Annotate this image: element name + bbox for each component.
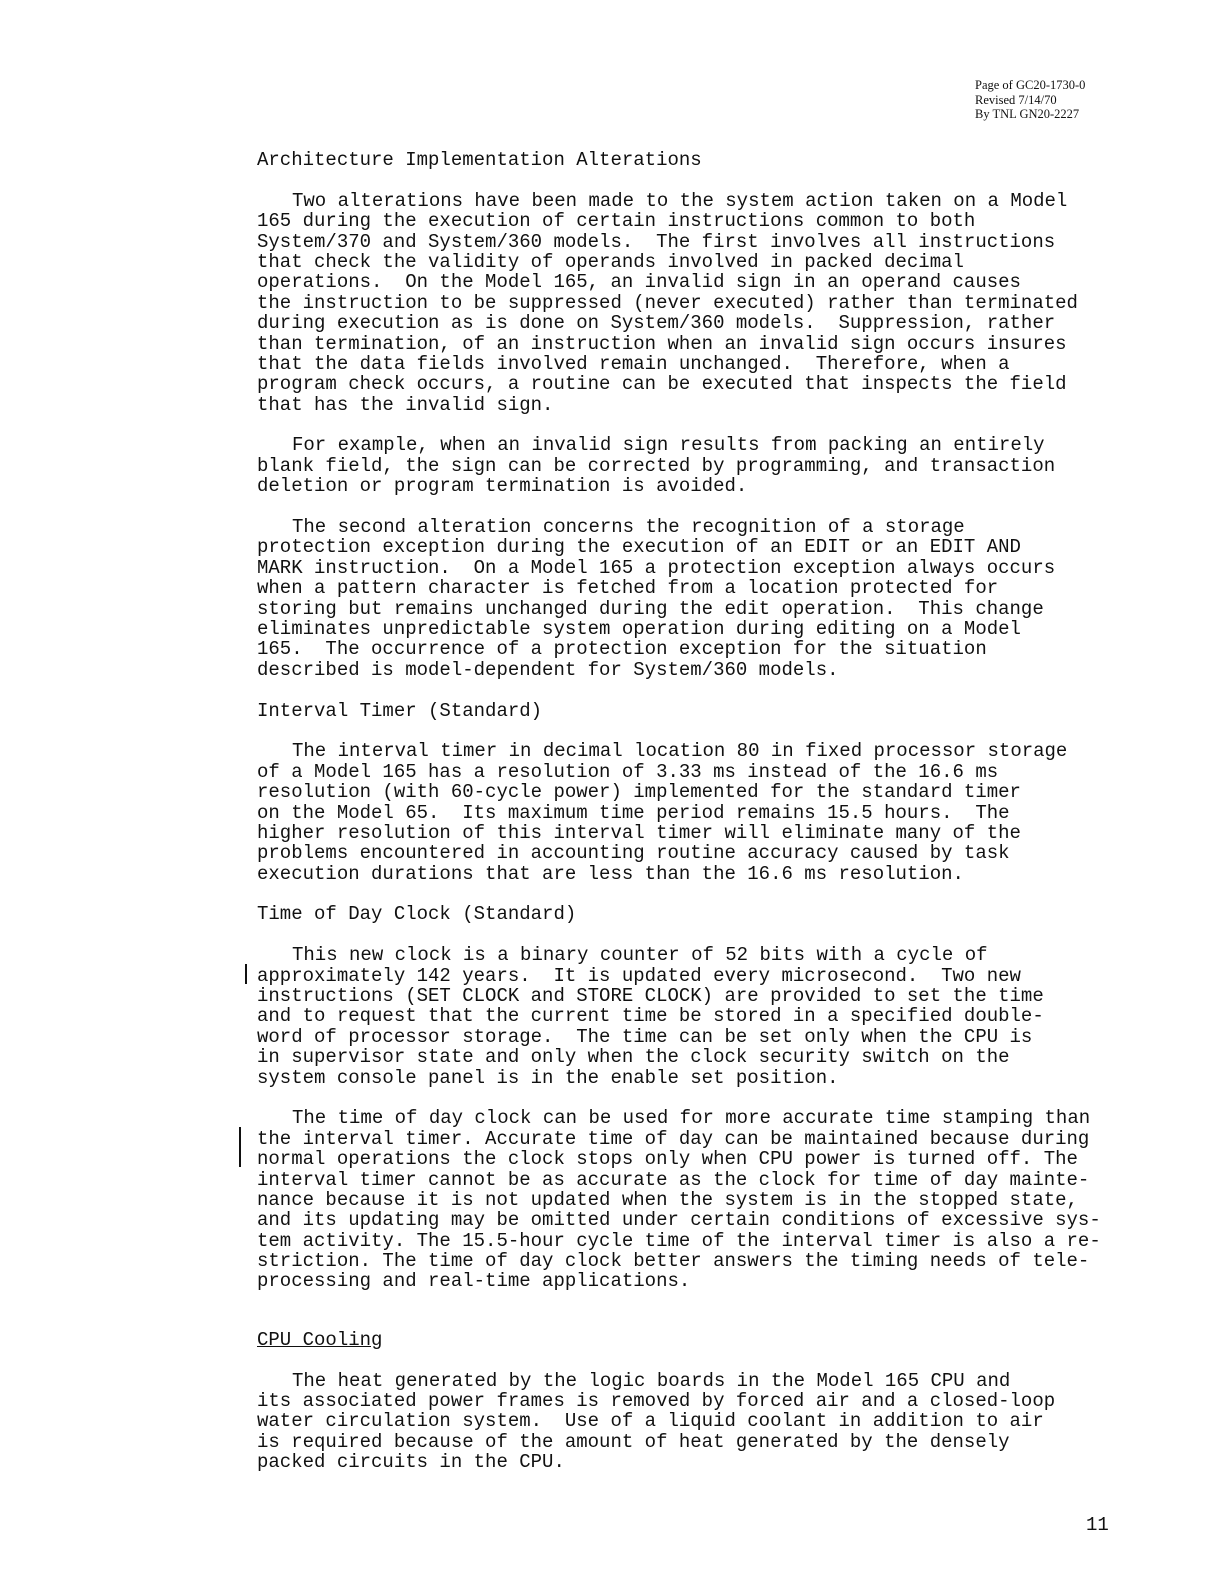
- text-line: that check the validity of operands involved in packed decimal: [257, 250, 964, 273]
- text-line: described is model-dependent for System/360 models.: [257, 658, 839, 681]
- text-line: interval timer cannot be as accurate as the clock for time of day mainte-: [257, 1168, 1090, 1191]
- text-line: eliminates unpredictable system operation during editing on a Model: [257, 617, 1021, 640]
- text-line: protection exception during the execution of an EDIT or an EDIT AND: [257, 536, 1021, 559]
- text-line: normal operations the clock stops only when CPU power is turned off. The: [257, 1148, 1078, 1171]
- text-line: in supervisor state and only when the clock security switch on the: [257, 1046, 1010, 1069]
- text-line: Two alterations have been made to the system action taken on a Model: [292, 189, 1068, 212]
- text-line: packed circuits in the CPU.: [257, 1451, 565, 1474]
- text-line: that the data fields involved remain unchanged. Therefore, when a: [257, 352, 1010, 375]
- text-line: when a pattern character is fetched from a location protected for: [257, 577, 999, 600]
- text-line: approximately 142 years. It is updated every microsecond. Two new: [257, 964, 1021, 987]
- text-line: of a Model 165 has a resolution of 3.33 ms instead of the 16.6 ms: [257, 760, 999, 783]
- text-line: striction. The time of day clock better answers the timing needs of tele-: [257, 1250, 1090, 1273]
- paragraph: [257, 1108, 1101, 1292]
- paragraph: [257, 435, 1101, 496]
- text-line: the interval timer. Accurate time of day can be maintained because during: [257, 1127, 1090, 1150]
- change-bar: [245, 964, 247, 984]
- text-line: For example, when an invalid sign results from packing an entirely: [292, 434, 1045, 457]
- text-line: program check occurs, a routine can be executed that inspects the field: [257, 373, 1067, 396]
- text-line: execution durations that are less than the 16.6 ms resolution.: [257, 862, 964, 885]
- text-line: blank field, the sign can be corrected by programming, and transaction: [257, 454, 1056, 477]
- paragraph: [257, 191, 1101, 415]
- text-line: 165. The occurrence of a protection exception for the situation: [257, 638, 987, 661]
- section-heading: Time of Day Clock (Standard): [257, 903, 577, 926]
- text-line: tem activity. The 15.5-hour cycle time of the interval timer is also a re-: [257, 1229, 1101, 1252]
- text-line: that has the invalid sign.: [257, 393, 554, 416]
- text-line: and to request that the current time be stored in a specified double-: [257, 1005, 1044, 1028]
- text-line: water circulation system. Use of a liquid coolant in addition to air: [257, 1410, 1044, 1433]
- text-line: on the Model 65. Its maximum time period remains 15.5 hours. The: [257, 801, 1010, 824]
- text-line: This new clock is a binary counter of 52 bits with a cycle of: [292, 944, 988, 967]
- header-line: By TNL GN20-2227: [975, 107, 1080, 121]
- text-line: problems encountered in accounting routine accuracy caused by task: [257, 842, 1010, 865]
- text-line: The interval timer in decimal location 80 in fixed processor storage: [292, 740, 1068, 763]
- text-line: MARK instruction. On a Model 165 a protection exception always occurs: [257, 556, 1056, 579]
- paragraph: [257, 945, 1101, 1088]
- change-bar: [239, 1127, 241, 1167]
- header-line: Page of GC20-1730-0: [975, 78, 1086, 92]
- text-line: The time of day clock can be used for more accurate time stamping than: [292, 1107, 1091, 1130]
- paragraph: [257, 1371, 1101, 1473]
- text-line: The second alteration concerns the recognition of a storage: [292, 516, 965, 539]
- document-body: [257, 150, 1101, 1473]
- text-line: instructions (SET CLOCK and STORE CLOCK) are provided to set the time: [257, 985, 1044, 1008]
- revision-header: [975, 78, 1085, 122]
- section-heading: Interval Timer (Standard): [257, 699, 543, 722]
- text-line: its associated power frames is removed by forced air and a closed-loop: [257, 1390, 1056, 1413]
- text-line: and its updating may be omitted under certain conditions of excessive sys-: [257, 1209, 1101, 1232]
- text-line: than termination, of an instruction when an invalid sign occurs insures: [257, 332, 1067, 355]
- text-line: higher resolution of this interval timer will eliminate many of the: [257, 821, 1021, 844]
- text-line: is required because of the amount of heat generated by the densely: [257, 1430, 1010, 1453]
- text-line: processing and real-time applications.: [257, 1270, 691, 1293]
- section-heading: Architecture Implementation Alterations: [257, 149, 702, 171]
- paragraph: [257, 517, 1101, 680]
- text-line: the instruction to be suppressed (never executed) rather than terminated: [257, 291, 1078, 314]
- text-line: 165 during the execution of certain instructions common to both: [257, 210, 976, 233]
- text-line: operations. On the Model 165, an invalid sign in an operand causes: [257, 271, 1021, 294]
- header-line: Revised 7/14/70: [975, 92, 1057, 107]
- text-line: System/370 and System/360 models. The first involves all instructions: [257, 230, 1056, 253]
- page-number: 11: [1086, 1514, 1109, 1536]
- text-line: resolution (with 60-cycle power) implemented for the standard timer: [257, 781, 1021, 804]
- text-line: word of processor storage. The time can be set only when the CPU is: [257, 1025, 1033, 1048]
- text-line: nance because it is not updated when the system is in the stopped state,: [257, 1188, 1078, 1211]
- text-line: storing but remains unchanged during the edit operation. This change: [257, 597, 1044, 620]
- text-line: during execution as is done on System/360 models. Suppression, rather: [257, 312, 1056, 335]
- paragraph: [257, 741, 1101, 884]
- text-line: deletion or program termination is avoided.: [257, 475, 748, 498]
- section-heading: CPU Cooling: [257, 1328, 383, 1351]
- text-line: The heat generated by the logic boards in the Model 165 CPU and: [292, 1369, 1011, 1392]
- text-line: system console panel is in the enable set position.: [257, 1066, 839, 1089]
